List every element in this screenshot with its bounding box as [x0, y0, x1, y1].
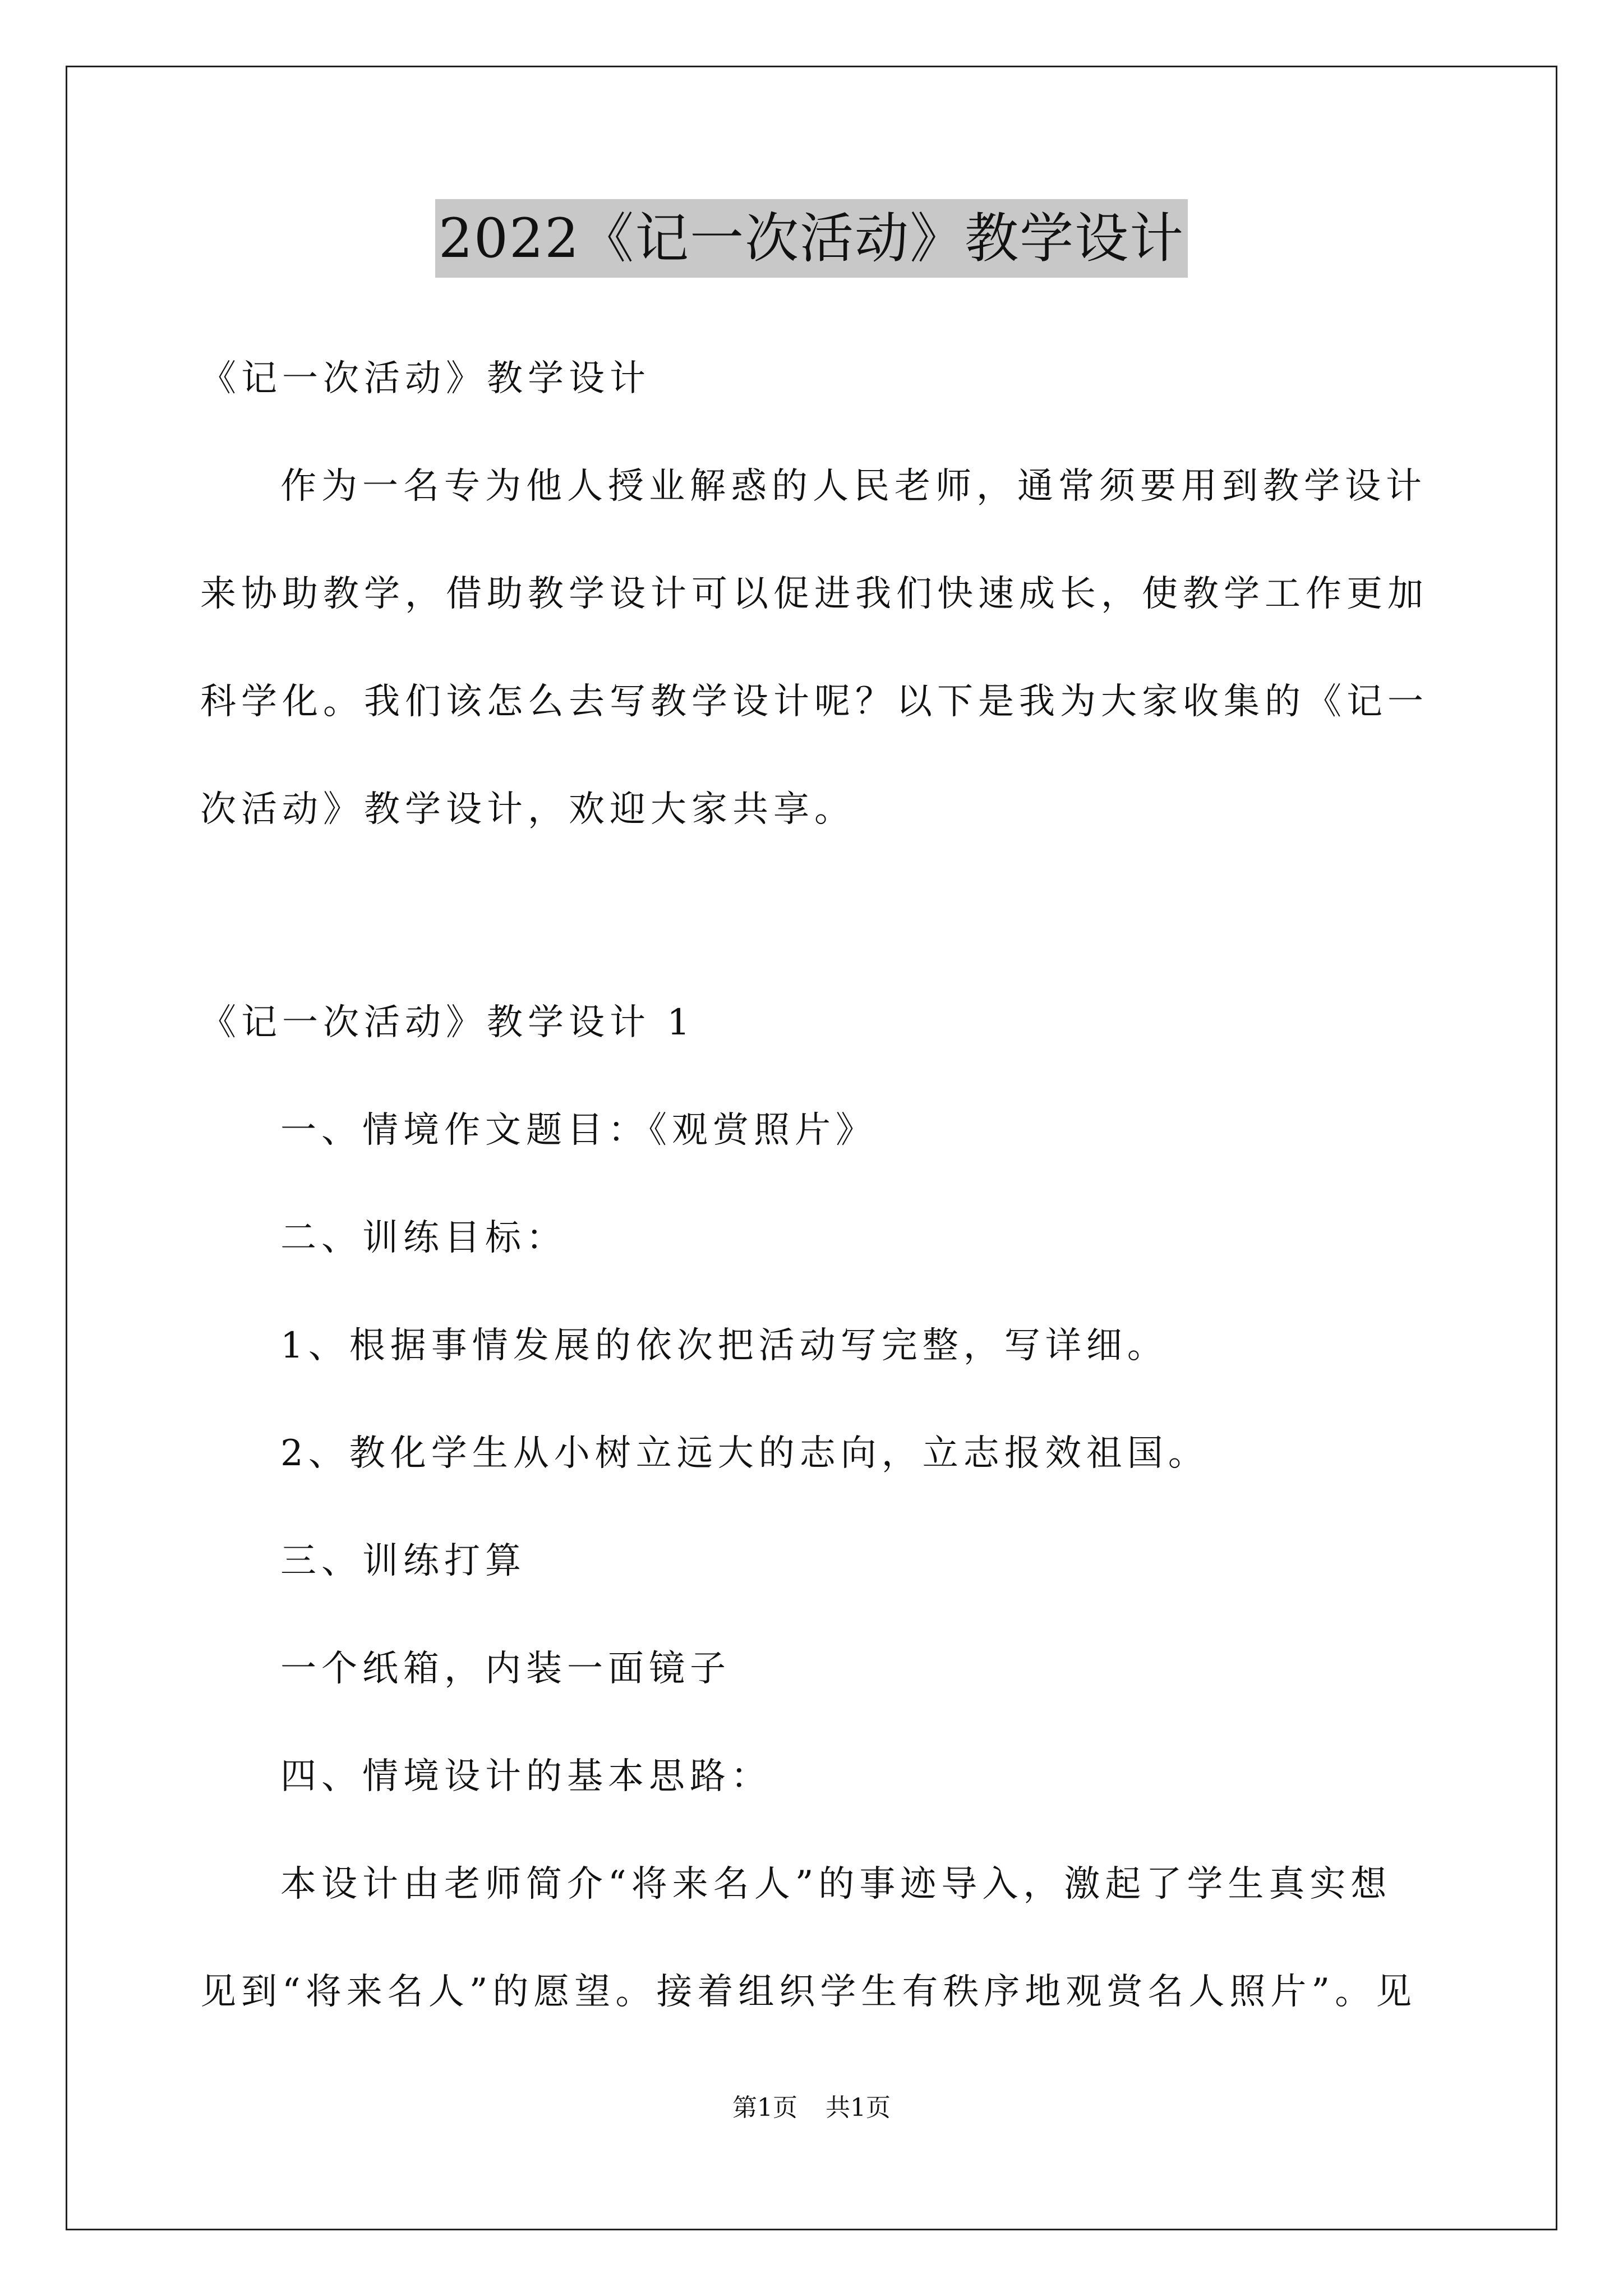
intro-line-4: 次活动》教学设计，欢迎大家共享。 — [200, 789, 855, 830]
page-footer — [0, 2091, 1623, 2125]
page-number: 第1页 — [732, 2093, 797, 2122]
list-item-design-approach: 四、情境设计的基本思路： — [280, 1756, 772, 1797]
list-item-goals: 二、训练目标： — [280, 1217, 567, 1259]
paragraph-line-2: 见到“将来名人”的愿望。接着组织学生有秩序地观赏名人照片”。见 — [200, 1971, 1417, 2013]
document-title: 2022《记一次活动》教学设计 — [435, 199, 1188, 278]
list-item-goal-1: 1、根据事情发展的依次把活动写完整，写详细。 — [280, 1325, 1168, 1366]
intro-line-3: 科学化。我们该怎么去写教学设计呢？以下是我为大家收集的《记一 — [200, 681, 1428, 723]
list-item-preparation: 三、训练打算 — [280, 1540, 526, 1582]
list-item-materials: 一个纸箱，内装一面镜子 — [280, 1648, 731, 1690]
document-subtitle: 《记一次活动》教学设计 — [200, 358, 651, 399]
list-item-topic: 一、情境作文题目：《观赏照片》 — [280, 1110, 877, 1151]
paragraph-line-1: 本设计由老师简介“将来名人”的事迹导入，激起了学生真实想 — [280, 1864, 1392, 1905]
intro-line-1: 作为一名专为他人授业解惑的人民老师，通常须要用到教学设计 — [280, 466, 1427, 507]
intro-line-2: 来协助教学，借助教学设计可以促进我们快速成长，使教学工作更加 — [200, 573, 1428, 615]
section-heading: 《记一次活动》教学设计 1 — [200, 1002, 695, 1043]
title-container — [0, 199, 1623, 278]
list-item-goal-2: 2、教化学生从小树立远大的志向，立志报效祖国。 — [280, 1433, 1209, 1474]
page-total: 共1页 — [826, 2093, 891, 2122]
